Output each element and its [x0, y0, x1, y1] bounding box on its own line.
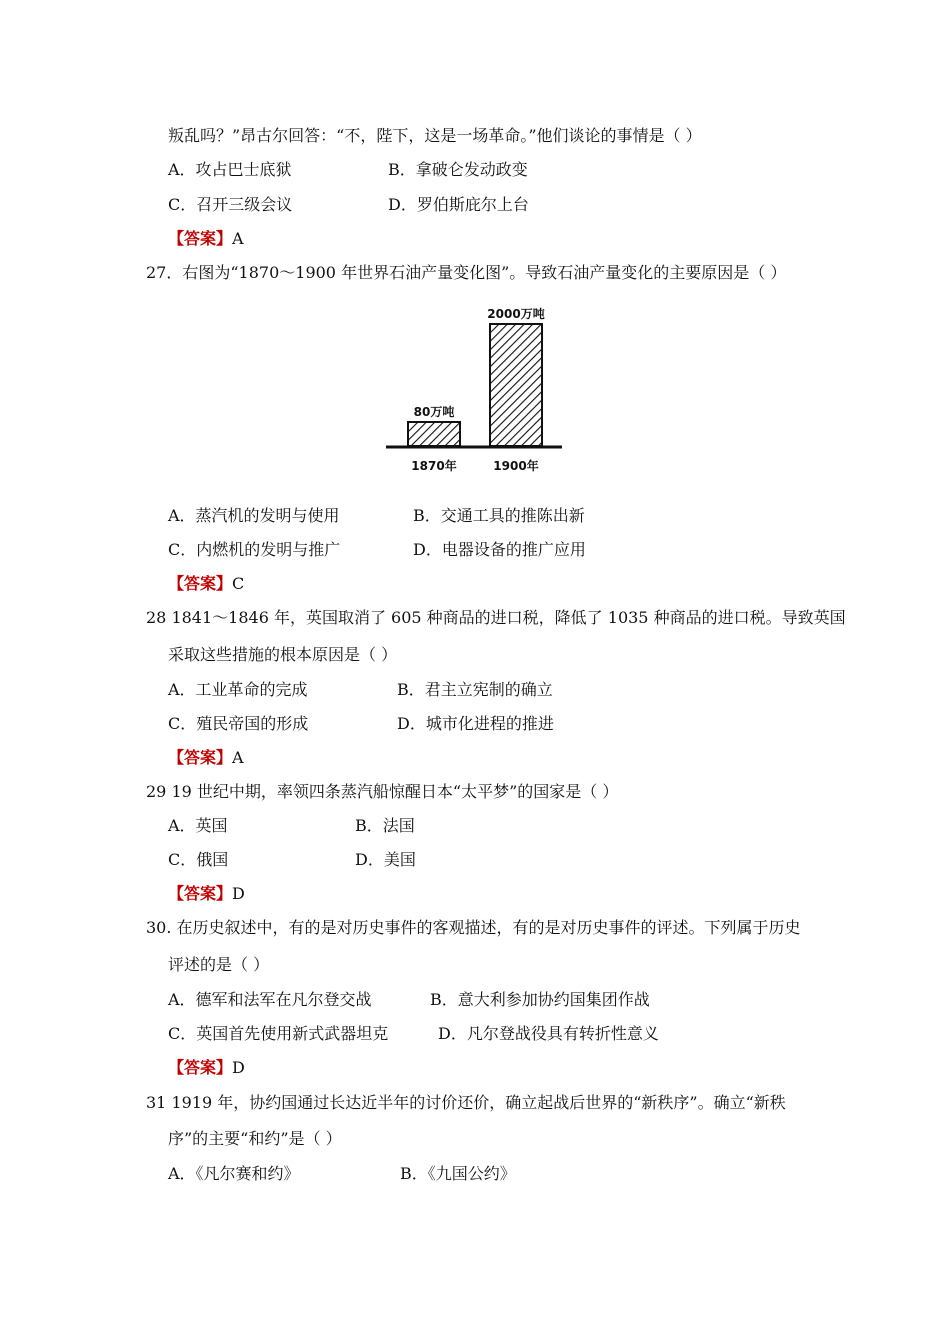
tick-label-0: 1870年 — [411, 459, 457, 473]
q31-option-a: A．《凡尔赛和约》 — [168, 1164, 300, 1183]
q29-option-d: D．美国 — [355, 850, 416, 869]
q28-option-c: C．殖民帝国的形成 — [168, 714, 309, 733]
q29-option-b: B．法国 — [355, 816, 415, 835]
q28-answer — [168, 748, 244, 768]
q28-option-b: B．君主立宪制的确立 — [397, 680, 553, 699]
q26-option-a: A．攻占巴士底狱 — [168, 160, 292, 179]
answer-tag: 【答案】 — [168, 574, 233, 593]
data-label-1: 2000万吨 — [487, 307, 545, 321]
q30-answer — [168, 1058, 245, 1078]
q30-option-b: B．意大利参加协约国集团作战 — [430, 990, 650, 1009]
answer-value: C — [232, 574, 245, 593]
q27-option-d: D．电器设备的推广应用 — [413, 540, 586, 559]
q29-stem: 29 19 世纪中期，率领四条蒸汽船惊醒日本“太平梦”的国家是（ ） — [146, 782, 619, 801]
q30-option-d: D．凡尔登战役具有转折性意义 — [438, 1024, 659, 1043]
q27-option-c: C．内燃机的发明与推广 — [168, 540, 341, 559]
data-label-0: 80万吨 — [413, 405, 455, 419]
q27-answer — [168, 574, 244, 594]
q30-stem-line1: 30. 在历史叙述中，有的是对历史事件的客观描述，有的是对历史事件的评述。下列属于历史 — [146, 918, 801, 937]
answer-tag: 【答案】 — [168, 229, 233, 248]
q28-stem-line2: 采取这些措施的根本原因是（ ） — [168, 645, 398, 664]
q30-option-c: C．英国首先使用新式武器坦克 — [168, 1024, 389, 1043]
q28-option-d: D．城市化进程的推进 — [397, 714, 554, 733]
answer-tag: 【答案】 — [168, 884, 233, 903]
q26-stem-continuation: 叛乱吗？”昂古尔回答：“不，陛下，这是一场革命。”他们谈论的事情是（ ） — [168, 126, 702, 145]
answer-value: A — [232, 229, 244, 248]
answer-value: D — [232, 884, 245, 903]
answer-value: A — [232, 748, 244, 767]
q28-stem-line1: 28 1841～1846 年，英国取消了 605 种商品的进口税，降低了 1035 种商品的进口税。导致英国 — [146, 608, 846, 627]
q29-option-c: C．俄国 — [168, 850, 229, 869]
q30-stem-line2: 评述的是（ ） — [168, 955, 270, 974]
tick-label-1: 1900年 — [493, 459, 539, 473]
q31-stem-line2: 序”的主要“和约”是（ ） — [168, 1129, 342, 1148]
q31-option-b: B．《九国公约》 — [400, 1164, 516, 1183]
q29-answer — [168, 884, 245, 904]
q26-answer — [168, 229, 244, 249]
q27-option-a: A．蒸汽机的发明与使用 — [168, 506, 340, 525]
q27-stem: 27．右图为“1870～1900 年世界石油产量变化图”。导致石油产量变化的主要原因是（ ） — [146, 263, 787, 282]
q27-option-b: B．交通工具的推陈出新 — [413, 506, 585, 525]
q30-option-a: A．德军和法军在凡尔登交战 — [168, 990, 372, 1009]
answer-tag: 【答案】 — [168, 1058, 233, 1077]
answer-tag: 【答案】 — [168, 748, 233, 767]
q29-option-a: A．英国 — [168, 816, 228, 835]
q26-option-c: C．召开三级会议 — [168, 195, 293, 214]
bar-1 — [490, 324, 542, 446]
q31-stem-line1: 31 1919 年，协约国通过长达近半年的讨价还价，确立起战后世界的“新秩序”。确立“新秩 — [146, 1093, 786, 1112]
oil-production-chart — [380, 298, 570, 478]
q28-option-a: A．工业革命的完成 — [168, 680, 308, 699]
q26-option-d: D．罗伯斯庇尔上台 — [388, 195, 529, 214]
bar-0 — [408, 422, 460, 446]
q26-option-b: B．拿破仑发动政变 — [388, 160, 528, 179]
answer-value: D — [232, 1058, 245, 1077]
